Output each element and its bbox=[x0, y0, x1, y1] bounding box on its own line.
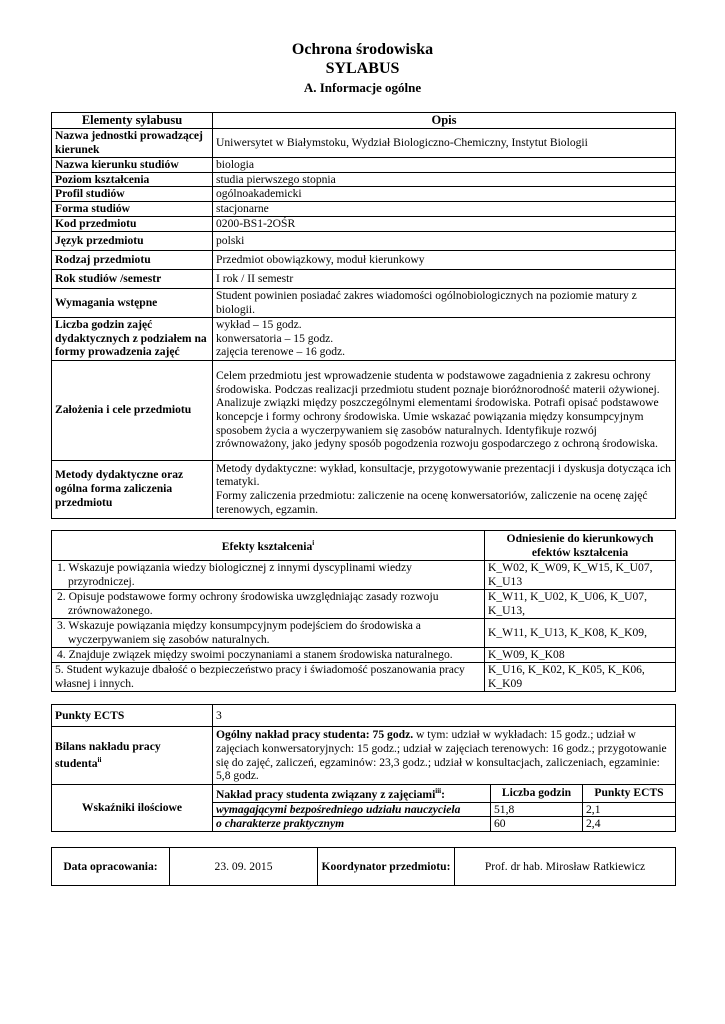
row-label: Rok studiów /semestr bbox=[52, 269, 213, 288]
col-ects-head: Punkty ECTS bbox=[583, 785, 676, 803]
outcome-refs: K_W11, K_U02, K_U06, K_U07, K_U13, bbox=[485, 590, 676, 619]
assessment-forms: Formy zaliczenia przedmiotu: zaliczenie na ocenę konwersatoriów, zaliczenie na ocenę zajęć terenowych, egzamin. bbox=[216, 489, 648, 516]
workload-balance-text: Bilans nakładu pracy studenta bbox=[55, 740, 161, 770]
section-heading: A. Informacje ogólne bbox=[303, 80, 422, 95]
indicators-subhead bbox=[213, 785, 491, 803]
outcome-refs: K_W02, K_W09, K_W15, K_U07, K_U13 bbox=[485, 561, 676, 590]
general-info-table bbox=[51, 112, 676, 519]
indicators-label: Wskaźniki ilościowe bbox=[52, 785, 213, 832]
indicator-ects: 2,1 bbox=[583, 802, 676, 817]
outcome-refs: K_W11, K_U13, K_K08, K_K09, bbox=[485, 619, 676, 648]
footnote-ref: ii bbox=[97, 756, 102, 765]
general-head-right: Opis bbox=[213, 113, 676, 129]
row-label: Rodzaj przedmiotu bbox=[52, 250, 213, 269]
outcomes-head-right: Odniesienie do kierunkowych efektów kształcenia bbox=[485, 531, 676, 561]
teaching-methods: Metody dydaktyczne: wykład, konsultacje, przygotowywanie prezentacji i dyskusja dotycząca ich tematyki. bbox=[216, 461, 671, 489]
row-label: Poziom kształcenia bbox=[52, 172, 213, 187]
row-label: Nazwa kierunku studiów bbox=[52, 158, 213, 173]
hours-lecture: wykład – 15 godz. bbox=[216, 317, 302, 331]
ects-table bbox=[51, 704, 676, 832]
indicator-hours: 51,8 bbox=[491, 802, 583, 817]
outcome-refs: K_W09, K_K08 bbox=[485, 648, 676, 663]
subhead-colon: : bbox=[441, 787, 446, 801]
indicators-subhead-text: Nakład pracy studenta związany z zajęciami bbox=[216, 787, 436, 801]
workload-total: Ogólny nakład pracy studenta: 75 godz. bbox=[216, 728, 414, 742]
row-value bbox=[213, 460, 676, 518]
outcome-text: 3. Wskazuje powiązania między konsumpcyjnym podejściem do środowiska a wyczerpywaniem się zasobów naturalnych. bbox=[52, 619, 485, 648]
outcome-text: 4. Znajduje związek między swoimi poczynaniami a stanem środowiska naturalnego. bbox=[52, 648, 485, 663]
row-value: polski bbox=[213, 231, 676, 250]
document-subtitle: SYLABUS bbox=[325, 60, 400, 77]
hours-field: zajęcia terenowe – 16 godz. bbox=[216, 345, 346, 359]
row-value: I rok / II semestr bbox=[213, 269, 676, 288]
indicator-row-label: wymagającymi bezpośredniego udziału nauczyciela bbox=[213, 802, 491, 817]
footnote-ref: i bbox=[312, 539, 315, 548]
row-value: Uniwersytet w Białymstoku, Wydział Biologiczno-Chemiczny, Instytut Biologii bbox=[213, 129, 676, 158]
ects-points-label: Punkty ECTS bbox=[52, 705, 213, 727]
row-label: Język przedmiotu bbox=[52, 231, 213, 250]
general-head-left: Elementy sylabusu bbox=[52, 113, 213, 129]
workload-balance-value bbox=[213, 727, 676, 785]
outcomes-head-text: Efekty kształcenia bbox=[221, 540, 313, 554]
row-value: studia pierwszego stopnia bbox=[213, 172, 676, 187]
ects-points-value: 3 bbox=[213, 705, 676, 727]
row-value: stacjonarne bbox=[213, 202, 676, 217]
date-value: 23. 09. 2015 bbox=[170, 848, 318, 886]
row-value: 0200-BS1-2OŚR bbox=[213, 216, 676, 231]
col-hours-head: Liczba godzin bbox=[491, 785, 583, 803]
hours-conversatory: konwersatoria – 15 godz. bbox=[216, 331, 334, 345]
document-title: Ochrona środowiska bbox=[291, 41, 434, 58]
workload-details: w tym: udział w wykładach: 15 godz.; udział w zajęciach konwersatoryjnych: 15 godz.; udział w zajęciach terenowych: 16 godz.; przygotowanie się do zajęć, zaliczeń, egzaminów: 23,3 godz.; udział w konsultacjach, zaliczeniach, egzaminie: 5,8 godz. bbox=[216, 728, 667, 783]
outcome-text: 2. Opisuje podstawowe formy ochrony środowiska uwzględniając zasady rozwoju zrównoważonego. bbox=[52, 590, 485, 619]
outcome-refs: K_U16, K_K02, K_K05, K_K06, K_K09 bbox=[485, 662, 676, 691]
footer-table bbox=[51, 847, 676, 886]
outcome-text: 1. Wskazuje powiązania wiedzy biologicznej z innymi dyscyplinami wiedzy przyrodniczej. bbox=[52, 561, 485, 590]
footnote-ref: iii bbox=[435, 787, 442, 795]
row-label: Kod przedmiotu bbox=[52, 216, 213, 231]
workload-balance-label bbox=[52, 727, 213, 785]
row-value: Przedmiot obowiązkowy, moduł kierunkowy bbox=[213, 250, 676, 269]
outcome-text: 5. Student wykazuje dbałość o bezpieczeństwo pracy i świadomość poszanowania pracy własnej i innych. bbox=[52, 662, 485, 691]
row-label: Forma studiów bbox=[52, 202, 213, 217]
row-value bbox=[213, 317, 676, 360]
coordinator-label: Koordynator przedmiotu: bbox=[318, 848, 455, 886]
row-label: Założenia i cele przedmiotu bbox=[52, 360, 213, 460]
coordinator-value: Prof. dr hab. Mirosław Ratkiewicz bbox=[455, 848, 676, 886]
row-label: Metody dydaktyczne oraz ogólna forma zaliczenia przedmiotu bbox=[52, 460, 213, 518]
row-label: Liczba godzin zajęć dydaktycznych z podziałem na formy prowadzenia zajęć bbox=[52, 317, 213, 360]
indicator-row-label: o charakterze praktycznym bbox=[213, 817, 491, 832]
row-label: Nazwa jednostki prowadzącej kierunek bbox=[52, 129, 213, 158]
row-value: Celem przedmiotu jest wprowadzenie studenta w podstawowe zagadnienia z zakresu ochrony środowiska. Podczas realizacji przedmiotu student poznaje bioróżnorodność materii ożywionej. Analizuje związki między poszczególnymi elementami środowiska. Potrafi opisać podstawowe koncepcje i formy ochrony środowiska. Umie wskazać powiązania między konsumpcyjnym sposobem życia a wyczerpywaniem się zasobów naturalnych. Identyfikuje rozwój zrównoważony, jako jedyny sposób pogodzenia rozwoju gospodarczego z ochroną środowiska. bbox=[213, 360, 676, 460]
row-value: ogólnoakademicki bbox=[213, 187, 676, 202]
row-value: Student powinien posiadać zakres wiadomości ogólnobiologicznych na poziomie matury z biologii. bbox=[213, 288, 676, 317]
row-label: Profil studiów bbox=[52, 187, 213, 202]
indicator-hours: 60 bbox=[491, 817, 583, 832]
row-label: Wymagania wstępne bbox=[52, 288, 213, 317]
date-label: Data opracowania: bbox=[52, 848, 170, 886]
outcomes-table bbox=[51, 530, 676, 692]
row-value: biologia bbox=[213, 158, 676, 173]
outcomes-head-left bbox=[52, 531, 485, 561]
indicator-ects: 2,4 bbox=[583, 817, 676, 832]
